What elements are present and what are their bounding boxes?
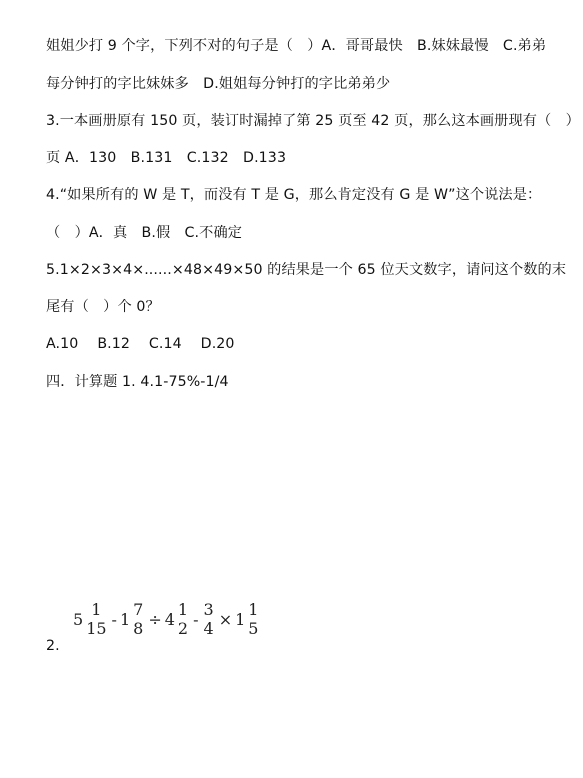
- question-5-text: 5.1×2×3×4×......×48×49×50 的结果是一个 65 位天文数字，请问这个数的末: [46, 262, 567, 278]
- question-5-text-continued: 尾有（ ）个 0？: [46, 299, 160, 315]
- mixed-number-1-fraction: [86, 600, 106, 638]
- section-4-heading: 四．计算题 1. 4.1-75%-1/4: [46, 374, 229, 390]
- mixed-number-2-whole: 1: [119, 609, 131, 629]
- fraction-numerator: 3: [203, 600, 214, 619]
- fraction-numerator: 1: [177, 600, 189, 619]
- mixed-number-5-fraction: [248, 600, 258, 638]
- fraction-denominator: 4: [203, 619, 214, 638]
- fraction-4: [204, 600, 214, 638]
- fraction-numerator: 1: [248, 600, 259, 619]
- fraction-denominator: 15: [86, 619, 107, 638]
- fraction-denominator: 2: [177, 619, 189, 638]
- minus-operator: -: [111, 609, 117, 629]
- question-5-options: A.10 B.12 C.14 D.20: [46, 336, 235, 352]
- question-3-text: 3.一本画册原有 150 页，装订时漏掉了第 25 页至 42 页，那么这本画册现有（ ）: [46, 113, 580, 129]
- question-4-text: 4.“如果所有的 W 是 T，而没有 T 是 G，那么肯定没有 G 是 W”这个说法是：: [46, 187, 542, 203]
- math-expression: [73, 596, 260, 642]
- mixed-number-1-whole: 5: [73, 609, 84, 629]
- calculation-2-label: 2.: [46, 638, 60, 654]
- question-4-options: （ ）A．真 B.假 C.不确定: [46, 225, 243, 241]
- question-3-options: 页 A．130 B.131 C.132 D.133: [46, 150, 287, 166]
- mixed-number-2-fraction: [133, 600, 143, 638]
- mixed-number-3-whole: 4: [164, 609, 175, 629]
- question-2-options-line: 姐姐少打 9 个字，下列不对的句子是（ ）A．哥哥最快 B.妹妹最慢 C.弟弟: [46, 38, 547, 54]
- mixed-number-3-fraction: [178, 600, 188, 638]
- divide-operator: ÷: [148, 609, 162, 629]
- minus-operator: -: [193, 609, 199, 629]
- question-2-options-continued: 每分钟打的字比妹妹多 D.姐姐每分钟打的字比弟弟少: [46, 76, 391, 92]
- fraction-numerator: 1: [91, 600, 102, 619]
- fraction-denominator: 8: [133, 619, 144, 638]
- multiply-operator: ×: [218, 609, 233, 629]
- mixed-number-5-whole: 1: [235, 609, 246, 629]
- fraction-numerator: 7: [133, 600, 144, 619]
- fraction-denominator: 5: [248, 619, 259, 638]
